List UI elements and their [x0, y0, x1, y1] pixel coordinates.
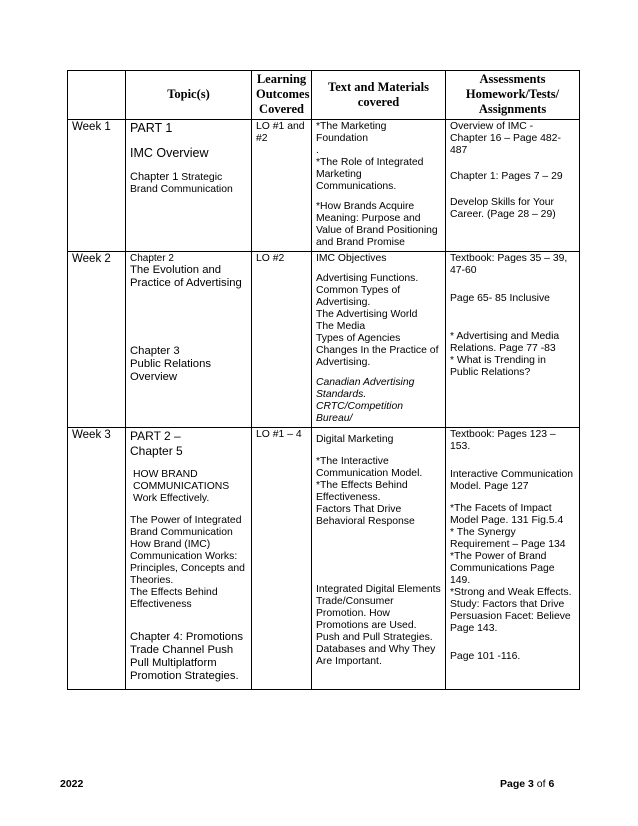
week-2-row	[68, 252, 580, 428]
week-2-text: IMC Objectives Advertising Functions. Common Types of Advertising. The Advertising World The Media Types of Agencies Changes In the Practice of Advertising. Canadian Advertising Standards. CRTC/Competition Bureau/	[312, 252, 446, 428]
footer-page-number: Page 3 of 6	[500, 778, 555, 790]
week-1-lo: LO #1 and #2	[252, 120, 312, 252]
week-3-lo: LO #1 – 4	[252, 428, 312, 690]
week-1-chapter: Chapter 1 Strategic Brand Communication	[130, 171, 233, 195]
header-week	[68, 71, 126, 120]
week-3-label: Week 3	[68, 428, 126, 690]
week-3-assessments: Textbook: Pages 123 – 153. Interactive Communication Model. Page 127 *The Facets of Impact Model Page. 131 Fig.5.4 * The Synergy Requirement – Page 134 *The Power of Brand Communications Page 149. *Strong and Weak Effects. Study: Factors that Drive Persuasion Facet: Believe Page 143. Page 101 -116.	[446, 428, 580, 690]
week-3-row	[68, 428, 580, 690]
header-learning-outcomes: Learning Outcomes Covered	[252, 71, 312, 120]
header-row	[68, 71, 580, 120]
header-topics: Topic(s)	[126, 71, 252, 120]
course-schedule-table	[67, 70, 580, 690]
week-3-topic: PART 2 – Chapter 5 HOW BRAND COMMUNICATIONS Work Effectively. The Power of Integrated Brand Communication How Brand (IMC) Communication Works: Principles, Concepts and Theories. The Effects Behind Effectiveness Chapter 4: Promotions Trade Channel Push Pull Multiplatform Promotion Strategies.	[126, 428, 252, 690]
week-1-label: Week 1	[68, 120, 126, 252]
header-text-materials: Text and Materials covered	[312, 71, 446, 120]
week-1-assessments: Overview of IMC - Chapter 16 – Page 482-487 Chapter 1: Pages 7 – 29 Develop Skills for Your Career. (Page 28 – 29)	[446, 120, 580, 252]
week-1-overview: IMC Overview	[130, 146, 209, 160]
week-3-text: Digital Marketing *The Interactive Communication Model. *The Effects Behind Effectiveness. Factors That Drive Behavioral Response Integrated Digital Elements Trade/Consumer Promotion. How Promotions are Used. Push and Pull Strategies. Databases and Why They Are Important.	[312, 428, 446, 690]
week-1-row	[68, 120, 580, 252]
header-assessments: Assessments Homework/Tests/ Assignments	[446, 71, 580, 120]
week-2-label: Week 2	[68, 252, 126, 428]
footer-year: 2022	[60, 778, 84, 790]
week-2-assessments: Textbook: Pages 35 – 39, 47-60 Page 65- 85 Inclusive * Advertising and Media Relations. Page 77 -83 * What is Trending in Public Relations?	[446, 252, 580, 428]
week-1-topic	[126, 120, 252, 252]
week-2-topic: Chapter 2 The Evolution and Practice of Advertising Chapter 3 Public Relations Overview	[126, 252, 252, 428]
week-1-part: PART 1	[130, 121, 173, 135]
week-2-lo: LO #2	[252, 252, 312, 428]
week-1-text: *The Marketing Foundation . *The Role of Integrated Marketing Communications. *How Brands Acquire Meaning: Purpose and Value of Brand Positioning and Brand Promise	[312, 120, 446, 252]
